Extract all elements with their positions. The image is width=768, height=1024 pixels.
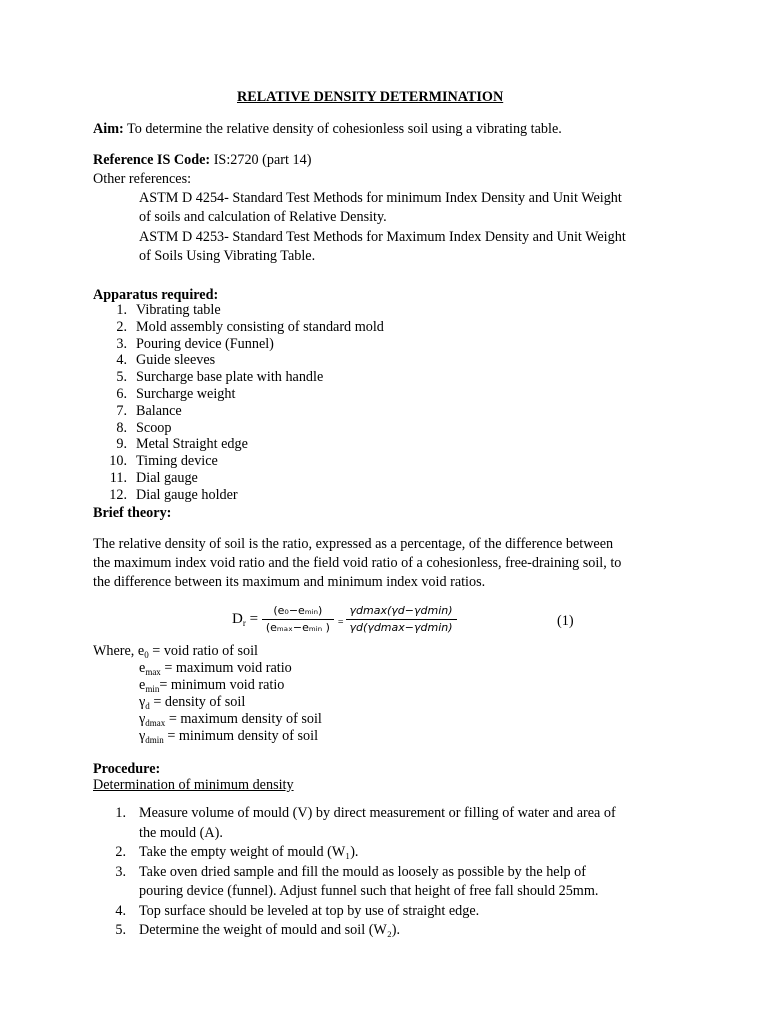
procedure-list — [93, 804, 616, 941]
theory-line: the maximum index void ratio and the field void ratio of a cohesionless, free-draining soil, to — [93, 555, 622, 571]
list-item: 11. Dial gauge — [109, 469, 198, 486]
theory-heading: Brief theory: — [93, 505, 172, 521]
list-item: 3. Take oven dried sample and fill the mould as loosely as possible by the help of — [115, 863, 586, 880]
list-item: 5. Determine the weight of mould and soil (W₂). — [115, 922, 401, 938]
list-item: 12. Dial gauge holder — [109, 486, 238, 503]
other-reference-line: ASTM D 4254- Standard Test Methods for minimum Index Density and Unit Weight — [139, 190, 622, 206]
procedure-heading: Procedure: — [93, 761, 161, 777]
document-title: RELATIVE DENSITY DETERMINATION — [237, 89, 504, 105]
list-item: 3. Pouring device (Funnel) — [116, 335, 274, 352]
theory-line: The relative density of soil is the ratio, expressed as a percentage, of the difference between — [93, 536, 614, 552]
list-item: 9. Metal Straight edge — [116, 436, 248, 453]
list-item: 5. Surcharge base plate with handle — [116, 369, 324, 386]
other-reference-line: of Soils Using Vibrating Table. — [139, 248, 316, 264]
reference-line — [93, 151, 311, 170]
where-line: $e_{min}=$ minimum void ratio — [139, 677, 285, 694]
list-item: 8. Scoop — [116, 419, 172, 436]
list-item: 6. Surcharge weight — [116, 385, 236, 402]
list-item: 7. Balance — [116, 402, 182, 419]
list-item: 4. Top surface should be leveled at top by use of straight edge. — [115, 902, 480, 919]
list-item: 2. Mold assembly consisting of standard mold — [116, 318, 384, 335]
other-reference-line: ASTM D 4253- Standard Test Methods for Maximum Index Density and Unit Weight — [139, 229, 626, 245]
procedure-subheading: Determination of minimum density — [93, 777, 294, 793]
list-item-continuation: the mould (A). — [139, 824, 223, 841]
equation-fraction-density: $\frac{\gamma dmax(\gamma d-\gamma dmin)}{\gamma d(\gamma dmax-\gamma dmin)}$ — [346, 604, 457, 635]
aim-text: To determine the relative density of cohesionless soil using a vibrating table. — [123, 121, 562, 137]
other-reference-line: of soils and calculation of Relative Density. — [139, 209, 387, 225]
apparatus-list — [93, 302, 384, 504]
where-line: $\gamma_{dmax}$ = maximum density of soil — [139, 711, 322, 728]
equation-number: (1) — [557, 613, 574, 629]
relative-density-equation — [232, 604, 457, 635]
aim-label: Aim: — [93, 121, 124, 137]
aim-line — [93, 120, 562, 139]
reference-label: Reference IS Code: — [93, 152, 211, 168]
other-references-label: Other references: — [93, 171, 192, 187]
reference-text: IS:2720 (part 14) — [210, 152, 312, 168]
list-item: 1. Vibrating table — [116, 302, 221, 318]
list-item-continuation: pouring device (funnel). Adjust funnel such that height of free fall should 25mm. — [139, 883, 599, 899]
theory-line: the difference between its maximum and minimum index void ratios. — [93, 574, 486, 590]
list-item: 10. Timing device — [109, 453, 218, 470]
equation-equals: = — [337, 617, 344, 628]
equation-fraction-void-ratio: $\frac{\text{(e₀−eₘᵢₙ)}}{\text{(eₘₐₓ−eₘᵢₙ )}}$ — [262, 604, 334, 635]
where-line: Where, $e_0$ = void ratio of soil — [93, 643, 258, 660]
where-line: $\gamma_{dmin}$ = minimum density of soil — [139, 728, 319, 745]
equation-lhs: $D_r$ = — [232, 611, 262, 628]
where-line: $e_{max}$ = maximum void ratio — [139, 660, 292, 677]
apparatus-heading: Apparatus required: — [93, 287, 219, 303]
list-item: 2. Take the empty weight of mould (W₁). — [115, 844, 359, 860]
list-item: 1. Measure volume of mould (V) by direct measurement or filling of water and area of — [115, 805, 616, 821]
list-item: 4. Guide sleeves — [116, 352, 216, 369]
where-line: $\gamma_d$ = density of soil — [139, 694, 246, 711]
